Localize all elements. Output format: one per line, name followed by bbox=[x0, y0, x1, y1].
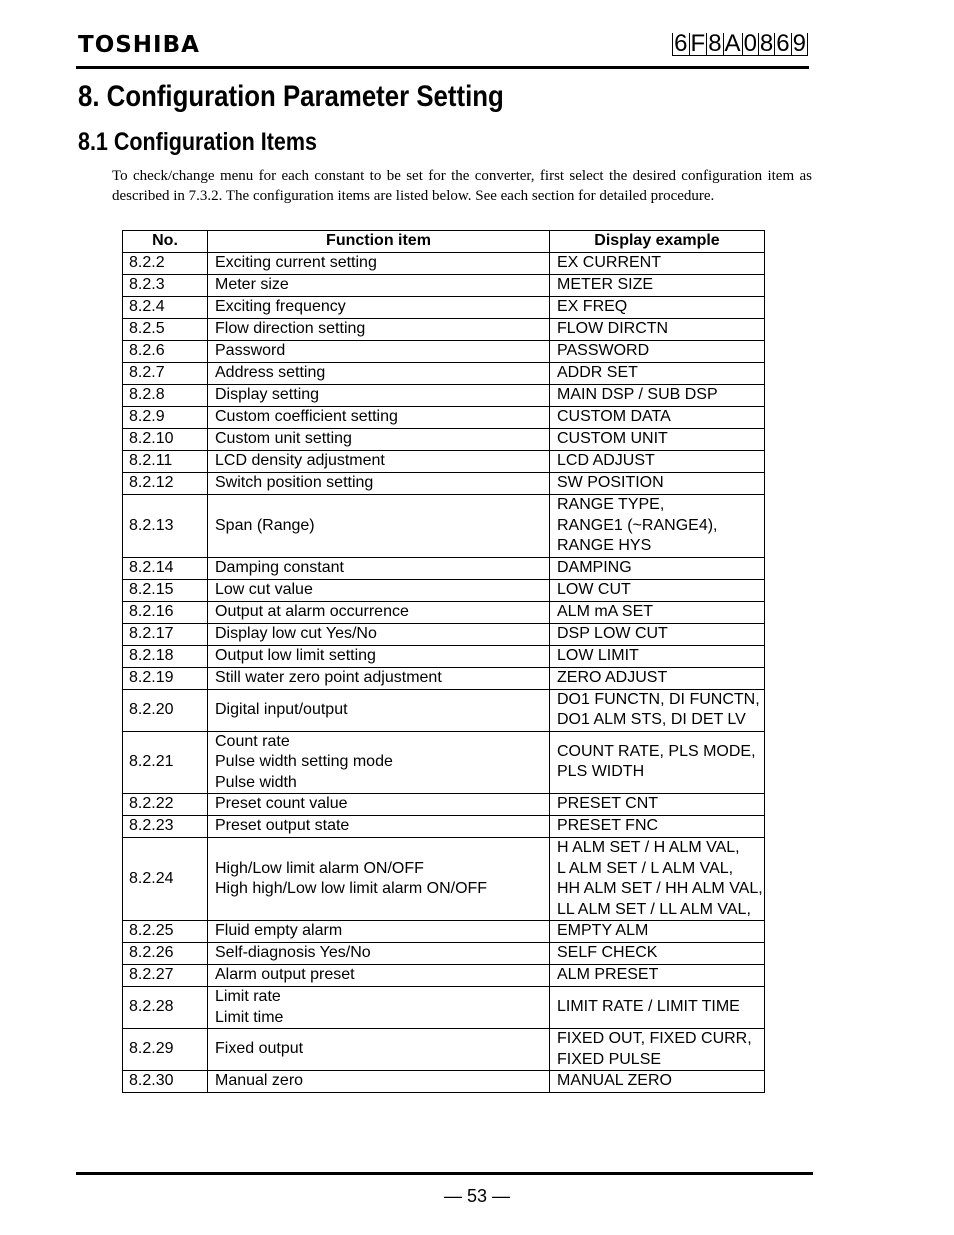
document-number-char: 6 bbox=[674, 30, 688, 57]
item-number: 8.2.18 bbox=[123, 645, 208, 667]
display-example bbox=[550, 816, 765, 838]
subsection-title: 8.1 Configuration Items bbox=[78, 128, 317, 156]
table-row bbox=[123, 385, 765, 407]
display-example bbox=[550, 385, 765, 407]
item-number: 8.2.27 bbox=[123, 965, 208, 987]
function-item bbox=[208, 965, 550, 987]
item-number: 8.2.25 bbox=[123, 921, 208, 943]
page-number: — 53 — bbox=[443, 1186, 511, 1206]
item-number: 8.2.21 bbox=[123, 731, 208, 794]
display-example-line: DO1 ALM STS, DI DET LV bbox=[557, 711, 746, 728]
function-item bbox=[208, 838, 550, 921]
table-row bbox=[123, 363, 765, 385]
function-item bbox=[208, 473, 550, 495]
item-number: 8.2.26 bbox=[123, 943, 208, 965]
display-example bbox=[550, 253, 765, 275]
display-example bbox=[550, 1071, 765, 1093]
display-example-line: RANGE1 (~RANGE4), bbox=[557, 516, 718, 534]
display-example-line: DAMPING bbox=[557, 558, 632, 576]
table-row bbox=[123, 429, 765, 451]
item-number: 8.2.5 bbox=[123, 319, 208, 341]
display-example bbox=[550, 1029, 765, 1071]
display-example-line: PLS WIDTH bbox=[557, 763, 645, 781]
function-item bbox=[208, 987, 550, 1029]
function-item bbox=[208, 363, 550, 385]
function-item-line: Preset output state bbox=[215, 817, 350, 835]
table-row bbox=[123, 473, 765, 495]
document-number bbox=[672, 30, 808, 58]
table-row bbox=[123, 965, 765, 987]
display-example-line: METER SIZE bbox=[557, 276, 654, 294]
item-number: 8.2.4 bbox=[123, 297, 208, 319]
table-row bbox=[123, 838, 765, 921]
display-example bbox=[550, 297, 765, 319]
display-example bbox=[550, 473, 765, 495]
display-example bbox=[550, 275, 765, 297]
item-number: 8.2.9 bbox=[123, 407, 208, 429]
function-item-line: Alarm output preset bbox=[215, 966, 355, 984]
function-item-line: Pulse width setting mode bbox=[215, 753, 393, 770]
display-example bbox=[550, 987, 765, 1029]
function-item-line: Display low cut Yes/No bbox=[215, 624, 377, 642]
function-item-line: Password bbox=[215, 342, 286, 360]
table-row bbox=[123, 451, 765, 473]
function-item bbox=[208, 495, 550, 558]
display-example-line: FIXED PULSE bbox=[557, 1050, 662, 1068]
table-row bbox=[123, 495, 765, 558]
display-example-line: HH ALM SET / HH ALM VAL, bbox=[557, 880, 763, 897]
display-example-line: LIMIT RATE / LIMIT TIME bbox=[557, 998, 740, 1016]
function-item bbox=[208, 429, 550, 451]
item-number: 8.2.24 bbox=[123, 838, 208, 921]
item-number: 8.2.2 bbox=[123, 253, 208, 275]
function-item-line: Self-diagnosis Yes/No bbox=[215, 944, 371, 962]
display-example bbox=[550, 731, 765, 794]
display-example-line: COUNT RATE, PLS MODE, bbox=[557, 742, 756, 760]
display-example-line: RANGE TYPE, bbox=[557, 496, 665, 513]
display-example-line: EX CURRENT bbox=[557, 254, 662, 272]
function-item bbox=[208, 385, 550, 407]
function-item bbox=[208, 645, 550, 667]
display-example-line: LL ALM SET / LL ALM VAL, bbox=[557, 900, 751, 918]
item-number: 8.2.7 bbox=[123, 363, 208, 385]
function-item bbox=[208, 341, 550, 363]
function-item bbox=[208, 297, 550, 319]
display-example bbox=[550, 451, 765, 473]
display-example-line: CUSTOM DATA bbox=[557, 408, 671, 426]
function-item bbox=[208, 816, 550, 838]
function-item-line: LCD density adjustment bbox=[215, 452, 385, 470]
display-example-line: PASSWORD bbox=[557, 342, 650, 360]
item-number: 8.2.13 bbox=[123, 495, 208, 558]
item-number: 8.2.8 bbox=[123, 385, 208, 407]
table-row bbox=[123, 407, 765, 429]
display-example-line: SW POSITION bbox=[557, 474, 664, 492]
table-row bbox=[123, 731, 765, 794]
function-item bbox=[208, 731, 550, 794]
display-example bbox=[550, 579, 765, 601]
display-example bbox=[550, 838, 765, 921]
display-example-line: ALM mA SET bbox=[557, 602, 654, 620]
table-row bbox=[123, 1071, 765, 1093]
function-item bbox=[208, 579, 550, 601]
item-number: 8.2.30 bbox=[123, 1071, 208, 1093]
function-item bbox=[208, 689, 550, 731]
function-item-line: Fixed output bbox=[215, 1040, 304, 1058]
item-number: 8.2.17 bbox=[123, 623, 208, 645]
function-item-line: Fluid empty alarm bbox=[215, 922, 343, 940]
item-number: 8.2.23 bbox=[123, 816, 208, 838]
function-item-line: Manual zero bbox=[215, 1072, 304, 1090]
display-example bbox=[550, 965, 765, 987]
table-row bbox=[123, 689, 765, 731]
function-item-line: Meter size bbox=[215, 276, 289, 294]
table-row bbox=[123, 579, 765, 601]
item-number: 8.2.29 bbox=[123, 1029, 208, 1071]
function-item-line: Count rate bbox=[215, 732, 290, 750]
function-item-line: High/Low limit alarm ON/OFF bbox=[215, 859, 424, 877]
function-item bbox=[208, 1071, 550, 1093]
display-example bbox=[550, 667, 765, 689]
display-example-line: ZERO ADJUST bbox=[557, 668, 668, 686]
display-example-line: LOW LIMIT bbox=[557, 646, 639, 664]
document-number-char: 6 bbox=[776, 30, 790, 57]
display-example-line: RANGE HYS bbox=[557, 537, 652, 554]
table-row bbox=[123, 645, 765, 667]
table-row bbox=[123, 275, 765, 297]
item-number: 8.2.3 bbox=[123, 275, 208, 297]
function-item-line: Damping constant bbox=[215, 558, 344, 576]
display-example bbox=[550, 557, 765, 579]
display-example-line: FLOW DIRCTN bbox=[557, 320, 669, 338]
item-number: 8.2.10 bbox=[123, 429, 208, 451]
function-item-line: Exciting current setting bbox=[215, 254, 377, 272]
display-example bbox=[550, 363, 765, 385]
section-title: 8. Configuration Parameter Setting bbox=[78, 80, 504, 113]
display-example bbox=[550, 794, 765, 816]
table-row bbox=[123, 667, 765, 689]
function-item bbox=[208, 451, 550, 473]
table-row bbox=[123, 943, 765, 965]
display-example-line: L ALM SET / L ALM VAL, bbox=[557, 859, 734, 877]
item-number: 8.2.19 bbox=[123, 667, 208, 689]
function-item-line: Preset count value bbox=[215, 795, 348, 813]
function-item-line: Limit rate bbox=[215, 988, 281, 1005]
item-number: 8.2.22 bbox=[123, 794, 208, 816]
table-row bbox=[123, 921, 765, 943]
function-item bbox=[208, 275, 550, 297]
display-example-line: EMPTY ALM bbox=[557, 922, 649, 940]
item-number: 8.2.11 bbox=[123, 451, 208, 473]
document-number-char: 8 bbox=[759, 30, 774, 57]
display-example-line: FIXED OUT, FIXED CURR, bbox=[557, 1030, 752, 1047]
item-number: 8.2.16 bbox=[123, 601, 208, 623]
table-body bbox=[123, 253, 765, 1093]
function-item bbox=[208, 623, 550, 645]
table-row bbox=[123, 253, 765, 275]
function-item-line: Address setting bbox=[215, 364, 326, 382]
header-rule bbox=[76, 66, 809, 69]
function-item-line: Output at alarm occurrence bbox=[215, 602, 409, 620]
table-header-row bbox=[123, 231, 765, 253]
function-item-line: Display setting bbox=[215, 386, 320, 404]
column-header-no: No. bbox=[123, 231, 208, 253]
function-item-line: Low cut value bbox=[215, 580, 313, 598]
function-item-line: Digital input/output bbox=[215, 700, 348, 718]
display-example bbox=[550, 645, 765, 667]
table-row bbox=[123, 987, 765, 1029]
function-item-line: Span (Range) bbox=[215, 516, 315, 534]
function-item bbox=[208, 319, 550, 341]
display-example-line: ALM PRESET bbox=[557, 966, 659, 984]
function-item-line: Pulse width bbox=[215, 773, 297, 791]
table-row bbox=[123, 319, 765, 341]
display-example-line: H ALM SET / H ALM VAL, bbox=[557, 839, 740, 856]
display-example-line: EX FREQ bbox=[557, 298, 628, 316]
display-example bbox=[550, 407, 765, 429]
display-example-line: MAIN DSP / SUB DSP bbox=[557, 386, 718, 404]
display-example bbox=[550, 689, 765, 731]
table-row bbox=[123, 816, 765, 838]
function-item bbox=[208, 601, 550, 623]
function-item-line: Limit time bbox=[215, 1008, 284, 1026]
display-example-line: ADDR SET bbox=[557, 364, 638, 382]
display-example-line: PRESET FNC bbox=[557, 817, 659, 835]
function-item bbox=[208, 407, 550, 429]
display-example bbox=[550, 495, 765, 558]
brand-logo: TOSHIBA bbox=[78, 32, 200, 58]
item-number: 8.2.6 bbox=[123, 341, 208, 363]
function-item-line: Custom coefficient setting bbox=[215, 408, 398, 426]
table-row bbox=[123, 341, 765, 363]
function-item-line: Custom unit setting bbox=[215, 430, 352, 448]
table-row bbox=[123, 794, 765, 816]
display-example-line: MANUAL ZERO bbox=[557, 1072, 672, 1090]
display-example-line: SELF CHECK bbox=[557, 944, 658, 962]
item-number: 8.2.15 bbox=[123, 579, 208, 601]
function-item-line: Flow direction setting bbox=[215, 320, 366, 338]
function-item-line: Still water zero point adjustment bbox=[215, 668, 442, 686]
display-example-line: DO1 FUNCTN, DI FUNCTN, bbox=[557, 690, 760, 708]
table-row bbox=[123, 297, 765, 319]
document-number-char: F bbox=[690, 30, 706, 57]
table-row bbox=[123, 557, 765, 579]
document-number-char: A bbox=[724, 30, 741, 57]
column-header-display-example: Display example bbox=[550, 231, 765, 253]
display-example bbox=[550, 943, 765, 965]
function-item bbox=[208, 667, 550, 689]
function-item-line: Exciting frequency bbox=[215, 298, 346, 316]
display-example bbox=[550, 429, 765, 451]
function-item bbox=[208, 1029, 550, 1071]
display-example-line: CUSTOM UNIT bbox=[557, 430, 668, 448]
function-item bbox=[208, 557, 550, 579]
display-example-line: LOW CUT bbox=[557, 580, 631, 598]
function-item-line: Switch position setting bbox=[215, 474, 374, 492]
function-item-line: Output low limit setting bbox=[215, 646, 376, 664]
display-example bbox=[550, 921, 765, 943]
document-number-char: 8 bbox=[708, 30, 722, 57]
display-example-line: PRESET CNT bbox=[557, 795, 659, 813]
document-number-char: 0 bbox=[743, 30, 757, 57]
intro-paragraph: To check/change menu for each constant to be set for the converter, first select the desired configuration item as described in 7.3.2. The configuration items are listed below. See each section for detailed procedure. bbox=[112, 168, 812, 204]
function-item bbox=[208, 921, 550, 943]
function-item bbox=[208, 253, 550, 275]
document-number-char: 9 bbox=[792, 30, 806, 57]
table-row bbox=[123, 601, 765, 623]
item-number: 8.2.28 bbox=[123, 987, 208, 1029]
display-example bbox=[550, 319, 765, 341]
function-item-line: High high/Low low limit alarm ON/OFF bbox=[215, 880, 488, 897]
item-number: 8.2.12 bbox=[123, 473, 208, 495]
display-example bbox=[550, 623, 765, 645]
table-row bbox=[123, 1029, 765, 1071]
display-example bbox=[550, 601, 765, 623]
display-example-line: LCD ADJUST bbox=[557, 452, 655, 470]
display-example-line: DSP LOW CUT bbox=[557, 624, 668, 642]
column-header-function-item: Function item bbox=[208, 231, 550, 253]
function-item bbox=[208, 943, 550, 965]
display-example bbox=[550, 341, 765, 363]
configuration-items-table bbox=[122, 230, 765, 1093]
function-item bbox=[208, 794, 550, 816]
footer-rule bbox=[76, 1172, 813, 1175]
item-number: 8.2.20 bbox=[123, 689, 208, 731]
table-row bbox=[123, 623, 765, 645]
item-number: 8.2.14 bbox=[123, 557, 208, 579]
